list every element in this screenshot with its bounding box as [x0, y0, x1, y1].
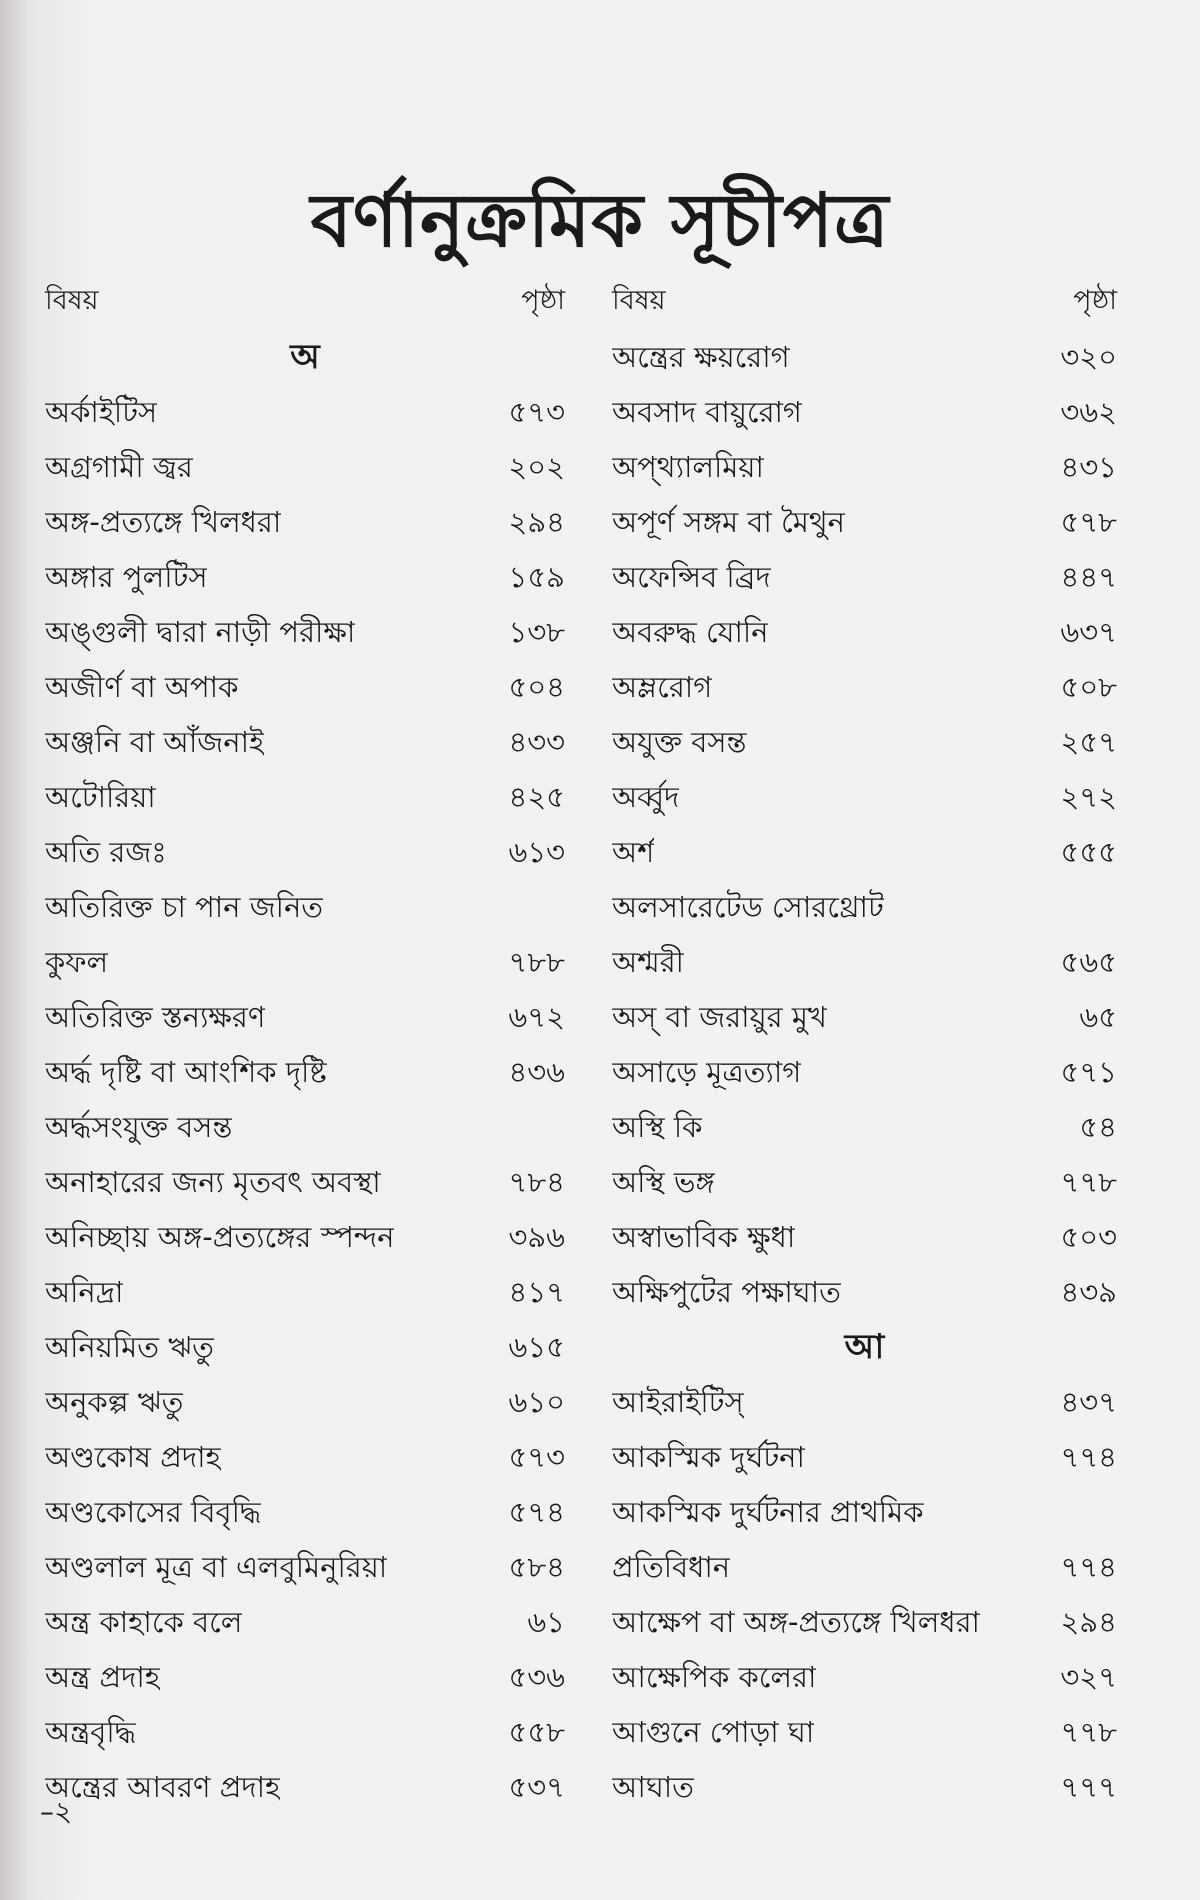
entry-page: ৭৭৮: [1060, 1715, 1117, 1749]
entry-subject: অসাড়ে মূত্রত্যাগ: [612, 1055, 802, 1089]
entry-subject: অতিরিক্ত চা পান জনিত: [45, 890, 324, 924]
index-entry: [612, 660, 1117, 715]
entry-subject: অন্ত্রবৃদ্ধি: [45, 1715, 136, 1749]
entry-page: ৩২০: [1060, 340, 1117, 374]
entry-subject: অপ্থ্যালমিয়া: [612, 450, 764, 484]
index-entry: [612, 880, 1117, 935]
index-entry: [45, 385, 565, 440]
entry-subject: অনিচ্ছায় অঙ্গ-প্রত্যঙ্গের স্পন্দন: [45, 1220, 395, 1254]
subject-header: বিষয়: [612, 285, 666, 316]
entry-subject: অবসাদ বায়ুরোগ: [612, 395, 802, 429]
index-entry: [45, 550, 565, 605]
index-entry: [45, 990, 565, 1045]
entry-subject: অণ্ডকোসের বিবৃদ্ধি: [45, 1495, 262, 1529]
entry-subject: অনিদ্রা: [45, 1275, 124, 1309]
entry-subject: অঙ্গুলী দ্বারা নাড়ী পরীক্ষা: [45, 615, 356, 649]
index-entry: [612, 1375, 1117, 1430]
index-entry: [45, 1265, 565, 1320]
entry-page: ৫৮৪: [508, 1550, 565, 1584]
index-entry: [45, 1045, 565, 1100]
entry-page: ৫৭৮: [1060, 505, 1117, 539]
entry-subject: অশ্মরী: [612, 945, 684, 979]
entry-page: ৫৭৩: [508, 1440, 565, 1474]
entry-page: ৭৭৮: [1060, 1165, 1117, 1199]
entry-page: ৫৩৭: [508, 1770, 565, 1804]
entry-page: ৬১০: [508, 1385, 565, 1419]
page-number: –২: [40, 1795, 73, 1828]
entry-page: ৫০৮: [1060, 670, 1117, 704]
entry-page: ৭৭৪: [1060, 1440, 1117, 1474]
entry-page: ৪৩১: [1060, 450, 1117, 484]
entry-subject: অর্দ্ধ দৃষ্টি বা আংশিক দৃষ্টি: [45, 1055, 327, 1089]
column-header: [45, 275, 565, 330]
entry-subject: আক্ষেপিক কলেরা: [612, 1660, 817, 1694]
entry-page: ৩৬২: [1060, 395, 1117, 429]
index-entry: [612, 1595, 1117, 1650]
entry-subject: অর্দ্ধসংযুক্ত বসন্ত: [45, 1110, 233, 1144]
index-entry: [45, 880, 565, 935]
index-entry: [612, 1540, 1117, 1595]
index-entry: [612, 1100, 1117, 1155]
index-entry: [45, 1760, 565, 1815]
entry-page: ৫৫৫: [1060, 835, 1117, 869]
entry-page: ২৯৪: [1060, 1605, 1117, 1639]
entry-subject: অপূর্ণ সঙ্গম বা মৈথুন: [612, 505, 845, 539]
entry-page: ২৯৪: [508, 505, 565, 539]
index-entry: [612, 1760, 1117, 1815]
entry-page: ৫৫৮: [508, 1715, 565, 1749]
entry-page: ৪২৫: [508, 780, 565, 814]
entry-page: ৩৯৬: [508, 1220, 565, 1254]
entry-page: ৩২৭: [1060, 1660, 1117, 1694]
index-entry: [45, 770, 565, 825]
entry-subject: অস্বাভাবিক ক্ষুধা: [612, 1220, 796, 1254]
entry-subject: অজীর্ণ বা অপাক: [45, 670, 239, 704]
entry-page: ৬১৫: [508, 1330, 565, 1364]
index-entry: [45, 825, 565, 880]
entry-page: ৪৩৬: [508, 1055, 565, 1089]
entry-subject: অস্থি কি: [612, 1110, 703, 1144]
entry-page: ৫০৩: [1060, 1220, 1117, 1254]
entry-page: ৫৪: [1079, 1110, 1117, 1144]
column-header: [612, 275, 1117, 330]
index-entry: [45, 1155, 565, 1210]
entry-page: ১৩৮: [508, 615, 565, 649]
entry-subject: অর্শ: [612, 835, 655, 869]
index-entry: [612, 715, 1117, 770]
subject-header: বিষয়: [45, 285, 99, 316]
index-entry: [45, 1595, 565, 1650]
entry-subject: অতিরিক্ত স্তন্যক্ষরণ: [45, 1000, 266, 1034]
index-entry: [612, 1265, 1117, 1320]
index-entry: [612, 495, 1117, 550]
entry-page: ৬৩৭: [1060, 615, 1117, 649]
entry-page: ১৫৯: [508, 560, 565, 594]
index-entry: [45, 1430, 565, 1485]
index-entry: [45, 715, 565, 770]
index-entry: [612, 1155, 1117, 1210]
index-entry: [612, 990, 1117, 1045]
entry-page: ৫০৪: [508, 670, 565, 704]
index-column-right: [612, 275, 1117, 1815]
entry-page: ৬৫: [1079, 1000, 1117, 1034]
entry-page: ৪৩৩: [508, 725, 565, 759]
entry-page: ৬৭২: [508, 1000, 565, 1034]
entry-subject: অম্লরোগ: [612, 670, 713, 704]
entry-page: ৬১৩: [508, 835, 565, 869]
entry-subject: অণ্ডকোষ প্রদাহ: [45, 1440, 221, 1474]
index-entry: [612, 935, 1117, 990]
index-entry: [45, 495, 565, 550]
entry-page: ২৫৭: [1060, 725, 1117, 759]
index-column-left: [45, 275, 565, 1815]
entry-page: ৫৬৫: [1060, 945, 1117, 979]
entry-subject: আকস্মিক দুর্ঘটনা: [612, 1440, 805, 1474]
entry-subject: আগুনে পোড়া ঘা: [612, 1715, 815, 1749]
entry-page: ৫৭১: [1060, 1055, 1117, 1089]
entry-subject: অণ্ডলাল মূত্র বা এলবুমিনুরিয়া: [45, 1550, 388, 1584]
entry-subject: অন্ত্রের আবরণ প্রদাহ: [45, 1770, 281, 1804]
section-letter: অ: [290, 337, 320, 377]
entry-subject: অস্ বা জরায়ুর মুখ: [612, 1000, 827, 1034]
index-entry: [45, 660, 565, 715]
entry-subject: অঞ্জনি বা আঁজনাই: [45, 725, 265, 759]
index-entry: [45, 1485, 565, 1540]
entry-subject: অগ্রগামী জ্বর: [45, 450, 193, 484]
entry-page: ২৭২: [1060, 780, 1117, 814]
entry-page: ২০২: [508, 450, 565, 484]
index-entry: [612, 770, 1117, 825]
entry-subject: অতি রজঃ: [45, 835, 167, 869]
entry-page: ৭৭৭: [1060, 1770, 1117, 1804]
entry-page: ৭৮৮: [508, 945, 565, 979]
index-entry: [45, 1320, 565, 1375]
entry-subject: অনুকল্প ঋতু: [45, 1385, 184, 1419]
entry-subject: অন্ত্র কাহাকে বলে: [45, 1605, 243, 1639]
index-entry: [612, 330, 1117, 385]
entry-subject: অন্ত্রের ক্ষয়রোগ: [612, 340, 790, 374]
entry-page: ৪৪৭: [1060, 560, 1117, 594]
entry-subject: আইরাইটিস্: [612, 1385, 744, 1419]
index-entry: [612, 1210, 1117, 1265]
index-entry: [45, 605, 565, 660]
entry-page: ৪১৭: [508, 1275, 565, 1309]
entry-subject: অক্ষিপুটের পক্ষাঘাত: [612, 1275, 841, 1309]
index-entry: [45, 1375, 565, 1430]
entry-subject: অনাহারের জন্য মৃতবৎ অবস্থা: [45, 1165, 381, 1199]
index-entry: [612, 440, 1117, 495]
entry-page: ৪৩৯: [1060, 1275, 1117, 1309]
entry-page: ৬১: [527, 1605, 565, 1639]
entry-page: ৫৭৪: [508, 1495, 565, 1529]
index-entry: [45, 1650, 565, 1705]
section-letter: আ: [844, 1327, 885, 1367]
index-entry: [612, 1705, 1117, 1760]
entry-subject: প্রতিবিধান: [612, 1550, 731, 1584]
index-entry: [612, 605, 1117, 660]
index-entry: [612, 825, 1117, 880]
entry-subject: আকস্মিক দুর্ঘটনার প্রাথমিক: [612, 1495, 924, 1529]
entry-page: ৭৮৪: [508, 1165, 565, 1199]
entry-subject: অলসারেটেড সোরথ্রোট: [612, 890, 884, 924]
page-header: পৃষ্ঠা: [521, 285, 565, 316]
index-entry: [45, 1540, 565, 1595]
page-header: পৃষ্ঠা: [1073, 285, 1117, 316]
index-entry: [45, 1210, 565, 1265]
entry-subject: অযুক্ত বসন্ত: [612, 725, 747, 759]
entry-page: ৫৭৩: [508, 395, 565, 429]
index-entry: [45, 440, 565, 495]
entry-subject: অনিয়মিত ঋতু: [45, 1330, 214, 1364]
entry-subject: আঘাত: [612, 1770, 694, 1804]
entry-subject: অন্ত্র প্রদাহ: [45, 1660, 160, 1694]
index-entry: [45, 1705, 565, 1760]
entry-subject: অর্কাইটিস: [45, 395, 158, 429]
index-entry: [45, 1100, 565, 1155]
entry-page: ৭৭৪: [1060, 1550, 1117, 1584]
index-entry: [45, 935, 565, 990]
index-entry: [612, 550, 1117, 605]
entry-subject: অবরুদ্ধ যোনি: [612, 615, 769, 649]
entry-page: ৫৩৬: [508, 1660, 565, 1694]
page-title: বর্ণানুক্রমিক সূচীপত্র: [310, 178, 890, 264]
entry-subject: অটোরিয়া: [45, 780, 156, 814]
index-entry: [612, 1485, 1117, 1540]
index-entry: [612, 1430, 1117, 1485]
entry-subject: অর্ব্বুদ: [612, 780, 680, 814]
entry-subject: অফেন্সিব ব্রিদ: [612, 560, 771, 594]
entry-page: ৪৩৭: [1060, 1385, 1117, 1419]
index-entry: [612, 385, 1117, 440]
entry-subject: অঙ্গার পুলটিস: [45, 560, 208, 594]
entry-subject: অস্থি ভঙ্গ: [612, 1165, 715, 1199]
entry-subject: অঙ্গ-প্রত্যঙ্গে খিলধরা: [45, 505, 282, 539]
index-entry: [612, 1045, 1117, 1100]
index-entry: [612, 1650, 1117, 1705]
entry-subject: কুফল: [45, 945, 109, 979]
entry-subject: আক্ষেপ বা অঙ্গ-প্রত্যঙ্গে খিলধরা: [612, 1605, 980, 1639]
